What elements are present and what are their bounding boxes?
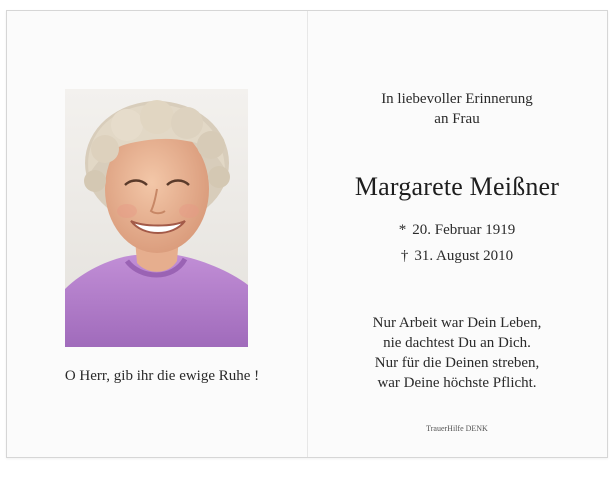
prayer-text: O Herr, gib ihr die ewige Ruhe ! — [64, 368, 260, 384]
deceased-name: Margarete Meißner — [354, 172, 560, 201]
birth-date-line — [307, 217, 607, 243]
death-date-line — [307, 243, 607, 269]
memory-heading — [307, 89, 607, 129]
memorial-poem — [307, 313, 607, 393]
death-cross-icon: † — [400, 248, 409, 264]
poem-line: war Deine höchste Pflicht. — [377, 375, 537, 391]
printer-imprint: TrauerHilfe DENK — [426, 424, 488, 433]
right-panel — [307, 11, 607, 457]
death-date: 31. August 2010 — [414, 248, 514, 264]
birth-date: 20. Februar 1919 — [412, 222, 516, 238]
poem-line: nie dachtest Du an Dich. — [383, 335, 531, 351]
poem-line: Nur für die Deinen streben, — [374, 355, 540, 371]
memory-line-2: an Frau — [434, 111, 480, 127]
portrait-photo — [65, 89, 248, 347]
birth-star-icon: * — [398, 222, 407, 238]
life-dates — [307, 217, 607, 269]
memory-line-1: In liebevoller Erinnerung — [381, 91, 533, 107]
memorial-card — [6, 10, 608, 458]
poem-line: Nur Arbeit war Dein Leben, — [372, 315, 542, 331]
